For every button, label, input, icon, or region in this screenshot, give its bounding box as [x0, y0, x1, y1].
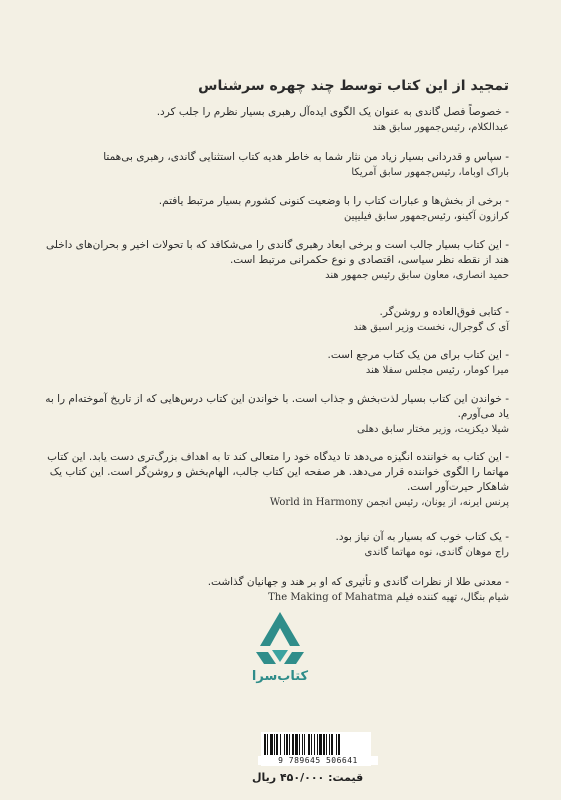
quote-6 — [40, 348, 509, 378]
attribution-latin: World in Harmony — [269, 497, 363, 508]
quote-attribution: میرا کومار، رئیس مجلس سفلا هند — [365, 365, 509, 376]
quote-attribution — [40, 590, 509, 605]
barcode-bar — [308, 734, 310, 755]
publisher-logo-icon — [246, 606, 314, 686]
quote-3 — [40, 194, 509, 224]
barcode-bar — [286, 734, 288, 755]
quote-text: - این کتاب بسیار جالب است و برخی ابعاد رهبری گاندی را می‌شکافد که با تحولات اخیر و بحران‌های داخلی هند از نقطه نظر سیاسی، اقتصادی و نوع حکمرانی مرتبط است. — [46, 239, 509, 266]
barcode-bar — [276, 734, 278, 755]
barcode-bar — [317, 734, 318, 755]
attribution-text: پرنس ایرنه، از یونان، رئیس انجمن — [366, 497, 509, 508]
quote-text: - یک کتاب خوب که بسیار به آن نیاز بود. — [335, 531, 509, 543]
quote-text: - این کتاب به خواننده انگیزه می‌دهد تا دیدگاه خود را متعالی کند تا به اهداف بزرگ‌تری دست یابد. این کتاب مهاتما را الگوی خواننده قرار می‌دهد. هر صفحه این کتاب جالب، الهام‌بخش و روشن‌گر است. این کتاب یک شاهکار حیرت‌آور است. — [47, 451, 509, 493]
quote-4 — [40, 238, 509, 283]
quote-attribution: آی ک گوجرال، نخست وزیر اسبق هند — [353, 322, 509, 333]
barcode-bar — [274, 734, 275, 755]
publisher-logo — [246, 606, 314, 686]
publisher-logo-text: کتاب‌سرا — [251, 669, 309, 684]
quote-2 — [40, 150, 509, 180]
quote-text: - خواندن این کتاب بسیار لذت‌بخش و جذاب است. با خواندن این کتاب درس‌هایی که از تاریخ آموخته‌ام را به یاد می‌آورم. — [45, 393, 509, 420]
barcode-bar — [326, 734, 327, 755]
price-label: قیمت: ۴۵۰/۰۰۰ ریال — [252, 771, 364, 784]
barcode-bar — [264, 734, 266, 755]
barcode-bar — [267, 734, 268, 755]
barcode-bar — [295, 734, 298, 755]
barcode-bar — [314, 734, 315, 755]
barcode-bar — [299, 734, 300, 755]
quote-9 — [40, 530, 509, 560]
barcode-bar — [311, 734, 312, 755]
barcode-bar — [329, 734, 330, 755]
barcode-bar — [292, 734, 294, 755]
quote-attribution: باراک اوباما، رئیس‌جمهور سابق آمریکا — [351, 167, 509, 178]
barcode-bar — [270, 734, 273, 755]
quote-attribution: راج موهان گاندی، نوه مهاتما گاندی — [364, 547, 509, 558]
quote-attribution: کرازون آکینو، رئیس‌جمهور سابق فیلیپین — [343, 211, 509, 222]
barcode-bar — [331, 734, 333, 755]
barcode-icon — [261, 732, 371, 756]
quote-attribution: حمید انصاری، معاون سابق رئیس جمهور هند — [325, 270, 509, 281]
quote-text: - کتابی فوق‌العاده و روشن‌گر. — [379, 306, 509, 318]
barcode-bar — [336, 734, 337, 755]
quote-text: - این کتاب برای من یک کتاب مرجع است. — [327, 349, 509, 361]
attribution-latin: The Making of Mahatma — [268, 592, 393, 603]
quote-1 — [40, 105, 509, 135]
barcode-bar — [338, 734, 340, 755]
quote-10 — [40, 575, 509, 605]
barcode-bar — [319, 734, 322, 755]
barcode-bar — [284, 734, 285, 755]
quote-8 — [40, 450, 509, 510]
isbn-number: 9 789645 506641 — [258, 756, 378, 765]
quote-7 — [40, 392, 509, 437]
attribution-text: شیام بنگال، تهیه کننده فیلم — [395, 592, 509, 603]
quote-attribution — [40, 495, 509, 510]
barcode-bar — [289, 734, 290, 755]
barcode-bar — [304, 734, 305, 755]
praise-heading: تمجید از این کتاب توسط چند چهره سرشناس — [198, 78, 509, 94]
quote-attribution: عبدالکلام، رئیس‌جمهور سابق هند — [372, 122, 509, 133]
barcode-bar — [323, 734, 325, 755]
quote-text: - سپاس و قدردانی بسیار زیاد من نثار شما به خاطر هدیه کتاب استثنایی گاندی، رهبری بی‌همتا — [103, 151, 509, 163]
quote-text: - معدنی طلا از نظرات گاندی و تأثیری که او بر هند و جهانیان گذاشت. — [207, 576, 509, 588]
quote-text: - برخی از بخش‌ها و عبارات کتاب را با وضعیت کنونی کشورم بسیار مرتبط یافتم. — [158, 195, 509, 207]
quote-text: - خصوصاً فصل گاندی به عنوان یک الگوی ایده‌آل رهبری بسیار نظرم را جلب کرد. — [156, 106, 509, 118]
quote-5 — [40, 305, 509, 335]
quote-attribution: شیلا دیکزیت، وزیر مختار سابق دهلی — [357, 424, 509, 435]
barcode-bar — [302, 734, 303, 755]
barcode-bar — [280, 734, 281, 755]
